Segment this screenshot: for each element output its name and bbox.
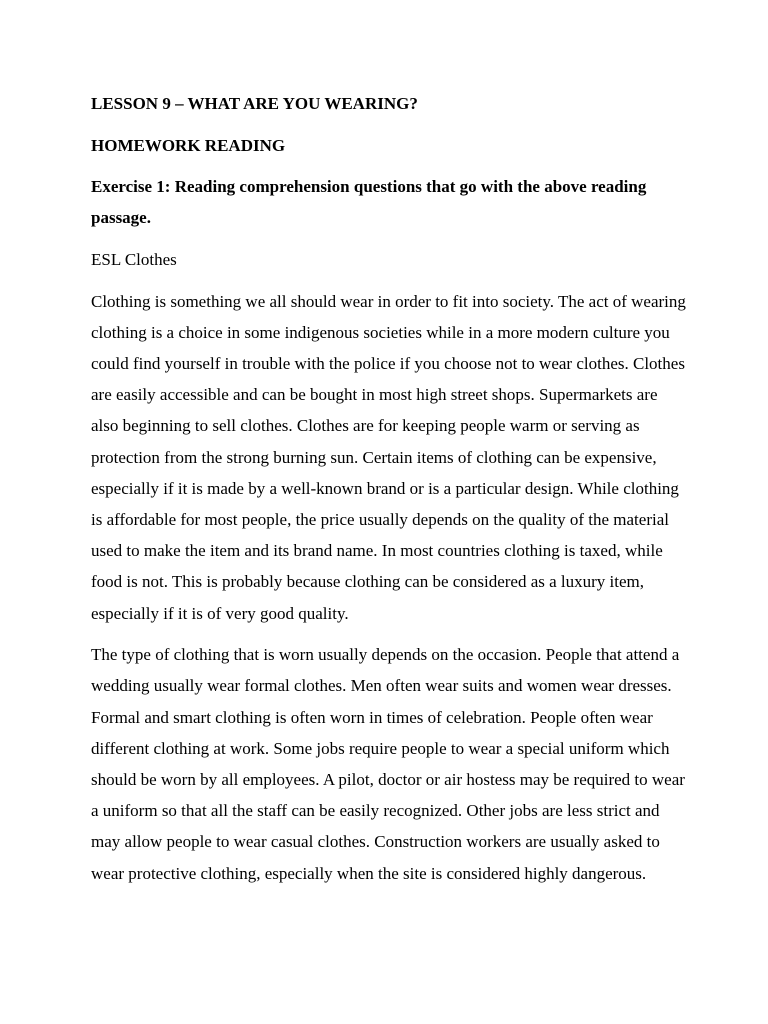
exercise-heading: Exercise 1: Reading comprehension questions that go with the above reading passage. — [91, 177, 647, 228]
paragraph: Clothing is something we all should wear in order to fit into society. The act of wearing clothing is a choice in some indigenous societies while in a more modern culture you could find yourself in trouble with the police if you choose not to wear clothes. Clothes are easily accessible and can be bought in most high street shops. Supermarkets are also beginning to sell clothes. Clothes are for keeping people warm or serving as protection from the strong burning sun. Certain items of clothing can be expensive, especially if it is made by a well-known brand or is a particular design. While clothing is affordable for most people, the price usually depends on the quality of the material used to make the item and its brand name. In most countries clothing is taxed, while food is not. This is probably because clothing can be considered as a luxury item, especially if it is of very good quality. — [91, 291, 686, 623]
document-page — [91, 88, 686, 899]
section-title: HOMEWORK READING — [91, 135, 286, 155]
paragraph: The type of clothing that is worn usually depends on the occasion. People that attend a wedding usually wear formal clothes. Men often wear suits and women wear dresses. Formal and smart clothing is often worn in times of celebration. People often wear different clothing at work. Some jobs require people to wear a special uniform which should be worn by all employees. A pilot, doctor or air hostess may be required to wear a uniform so that all the staff can be easily recognized. Other jobs are less strict and may allow people to wear casual clothes. Construction workers are usually asked to wear protective clothing, especially when the site is considered highly dangerous. — [91, 645, 685, 883]
lesson-title: LESSON 9 – WHAT ARE YOU WEARING? — [91, 94, 418, 113]
passage-title: ESL Clothes — [91, 249, 177, 269]
